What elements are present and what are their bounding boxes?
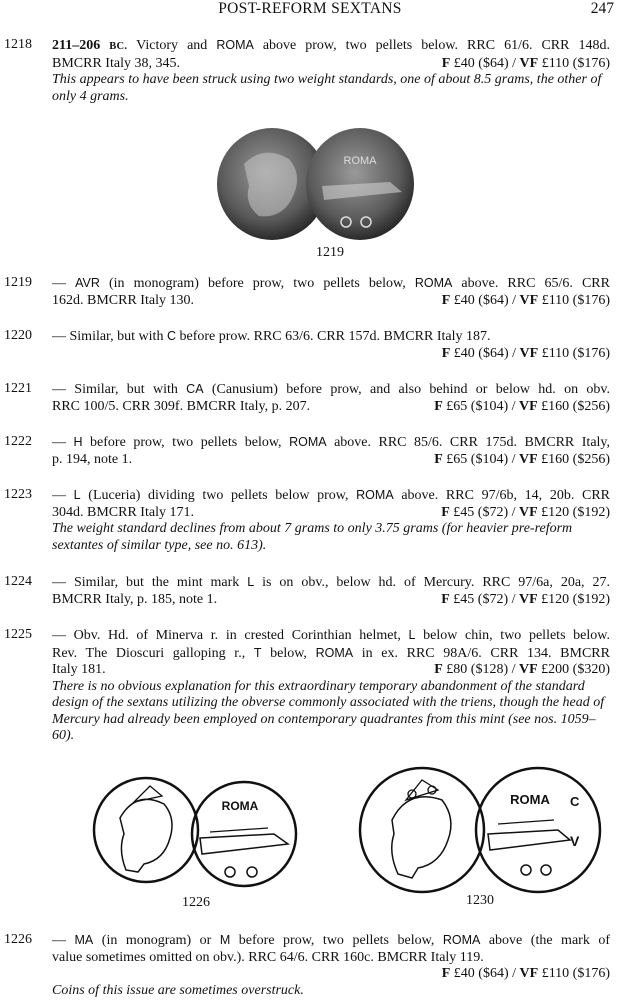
catalog-entry bbox=[0, 328, 620, 362]
entry-text: before prow, two pellets below, bbox=[230, 933, 443, 948]
entry-text: above. RRC 65/6. CRR bbox=[452, 276, 610, 291]
entry-text: below, bbox=[261, 645, 316, 661]
entry-text: (in monogram) or bbox=[93, 933, 220, 948]
coin-drawing-1226 bbox=[90, 772, 302, 890]
entry-text: (Luceria) dividing two pellets below prow, bbox=[80, 488, 357, 503]
entry-description bbox=[52, 328, 610, 346]
entry-description bbox=[52, 574, 610, 592]
figure-caption: 1219 bbox=[316, 245, 344, 260]
winged-helmet-icon bbox=[134, 786, 162, 802]
entry-number: 1220 bbox=[4, 328, 32, 343]
entry-description bbox=[52, 627, 610, 645]
coin-legend: ROMA bbox=[510, 792, 550, 807]
catalog-entry bbox=[0, 275, 620, 309]
catalog-entry bbox=[0, 487, 620, 554]
catalog-entry bbox=[0, 574, 620, 608]
entry-date: 211–206 bbox=[52, 38, 101, 53]
legend-mark: ROMA bbox=[356, 488, 394, 502]
page-number: 247 bbox=[590, 0, 614, 17]
entry-number: 1219 bbox=[4, 275, 32, 290]
entry-text: before prow. RRC 63/6. CRR 157d. BMCRR Italy 187. bbox=[175, 329, 491, 344]
entry-reference: Italy 181. bbox=[52, 662, 106, 677]
legend-mark: T bbox=[253, 645, 262, 660]
entry-number: 1225 bbox=[4, 627, 32, 642]
price: F £40 ($64) / VF £110 ($176) bbox=[441, 345, 610, 361]
entry-description bbox=[52, 434, 610, 452]
entry-text: — bbox=[52, 276, 76, 291]
running-title: POST-REFORM SEXTANS bbox=[218, 0, 402, 17]
price: F £40 ($64) / VF £110 ($176) bbox=[441, 966, 610, 981]
head-of-mercury-icon bbox=[392, 797, 451, 878]
entry-text: above. RRC 85/6. CRR 175d. BMCRR Italy, bbox=[326, 435, 611, 450]
legend-mark: ROMA bbox=[216, 38, 254, 52]
entry-reference: p. 194, note 1. bbox=[52, 451, 133, 467]
entry-note: This appears to have been struck using two weight standards, one of about 8.5 grams, the other of only 4 grams. bbox=[52, 72, 602, 104]
entry-description bbox=[52, 381, 610, 399]
entry-text: is on obv., below hd. of Mercury. RRC 97/6a, 20a, 27. bbox=[254, 575, 610, 590]
price: F £40 ($64) / VF £110 ($176) bbox=[441, 55, 610, 71]
entry-description bbox=[52, 645, 610, 663]
entry-reference: BMCRR Italy, p. 185, note 1. bbox=[52, 591, 218, 607]
price: F £80 ($128) / VF £200 ($320) bbox=[434, 662, 610, 677]
entry-text: (in monogram) before prow, two pellets below, bbox=[99, 276, 415, 291]
entry-text: Victory and bbox=[127, 38, 217, 53]
page-header bbox=[0, 0, 620, 22]
legend-mark: CA bbox=[186, 382, 204, 396]
price: F £45 ($72) / VF £120 ($192) bbox=[441, 504, 610, 520]
price: F £65 ($104) / VF £160 ($256) bbox=[434, 398, 610, 414]
coin-mark: V bbox=[570, 833, 580, 849]
legend-mark: H bbox=[73, 435, 83, 449]
entry-text: — Similar, but with bbox=[52, 329, 167, 344]
entry-number: 1218 bbox=[4, 37, 32, 52]
coin-legend: ROMA bbox=[343, 155, 377, 167]
legend-mark: ROMA bbox=[289, 435, 327, 449]
coin-legend: ROMA bbox=[221, 799, 259, 813]
price: F £65 ($104) / VF £160 ($256) bbox=[434, 451, 610, 467]
entry-number: 1226 bbox=[4, 932, 32, 947]
entry-text: — bbox=[52, 933, 75, 948]
catalog-entry bbox=[0, 37, 620, 105]
legend-mark: AVR bbox=[75, 276, 100, 290]
entry-number: 1221 bbox=[4, 381, 32, 396]
legend-mark: M bbox=[219, 933, 231, 947]
entry-description bbox=[52, 487, 610, 505]
legend-mark: ROMA bbox=[442, 933, 481, 947]
entry-text: above prow, two pellets below. RRC 61/6. CRR 148d. bbox=[253, 38, 610, 53]
prow-icon bbox=[200, 834, 288, 854]
legend-mark: L bbox=[73, 488, 81, 502]
entry-text: — Obv. Hd. of Minerva r. in crested Corinthian helmet, bbox=[52, 628, 409, 643]
entry-reference: RRC 100/5. CRR 309f. BMCRR Italy, p. 207. bbox=[52, 398, 311, 414]
legend-mark: L bbox=[408, 628, 416, 642]
figure-caption: 1230 bbox=[466, 893, 494, 908]
entry-description bbox=[52, 932, 610, 950]
catalog-entry bbox=[0, 381, 620, 415]
legend-mark: ROMA bbox=[414, 276, 453, 290]
prow-icon bbox=[488, 830, 570, 850]
entry-era: BC. bbox=[109, 41, 128, 52]
entry-number: 1224 bbox=[4, 574, 32, 589]
entry-description bbox=[52, 37, 610, 56]
entry-text: below chin, two pellets below. bbox=[415, 628, 610, 643]
head-of-mercury-icon bbox=[120, 799, 172, 872]
entry-text: in ex. RRC 98A/6. CRR 134. BMCRR bbox=[353, 645, 610, 661]
coin-mark: C bbox=[570, 794, 580, 809]
entry-text: — bbox=[52, 435, 74, 450]
entry-text: before prow, two pellets below, bbox=[82, 435, 290, 450]
catalog-entry bbox=[0, 932, 620, 999]
entry-text: — bbox=[52, 488, 74, 503]
entry-reference: value sometimes omitted on obv.). RRC 64/6. CRR 160c. BMCRR Italy 119. bbox=[52, 949, 484, 965]
entry-reference: 162d. BMCRR Italy 130. bbox=[52, 292, 194, 308]
entry-number: 1222 bbox=[4, 434, 32, 449]
entry-note: Coins of this issue are sometimes overstruck. bbox=[52, 982, 304, 998]
entry-text: above (the mark of bbox=[480, 933, 611, 948]
entry-text: — Similar, but the mint mark bbox=[52, 575, 248, 590]
figure-caption: 1226 bbox=[182, 895, 210, 910]
price: F £40 ($64) / VF £110 ($176) bbox=[441, 292, 610, 308]
entry-reference: BMCRR Italy 38, 345. bbox=[52, 55, 180, 71]
entry-note: The weight standard declines from about 7 grams to only 3.75 grams (for heavier pre-reform sextantes of similar type, see no. 613). bbox=[52, 521, 573, 553]
entry-text: — Similar, but with bbox=[52, 382, 187, 397]
legend-mark: MA bbox=[74, 933, 94, 947]
catalog-entry bbox=[0, 627, 620, 745]
entry-description bbox=[52, 275, 610, 293]
entry-text: Rev. The Dioscuri galloping r., bbox=[52, 645, 254, 661]
entry-text: above. RRC 97/6b, 14, 20b. CRR bbox=[393, 488, 610, 503]
legend-mark: ROMA bbox=[315, 645, 354, 660]
price: F £45 ($72) / VF £120 ($192) bbox=[441, 591, 610, 607]
entry-note: There is no obvious explanation for this extraordinary temporary abandonment of the standard design of the sextans utilizing the obverse commonly associated with the triens, though the head of Mercury had already been employed on contemporary quadrantes from this mint (see nos. 1059–60). bbox=[52, 678, 605, 743]
legend-mark: C bbox=[166, 329, 176, 343]
entry-text: (Canusium) before prow, and also behind or below hd. on obv. bbox=[203, 382, 610, 397]
catalog-entry bbox=[0, 434, 620, 468]
coin-drawing-1230 bbox=[358, 760, 604, 898]
entry-number: 1223 bbox=[4, 487, 32, 502]
entry-reference: 304d. BMCRR Italy 171. bbox=[52, 504, 194, 520]
coin-photo-1219 bbox=[214, 124, 414, 242]
legend-mark: L bbox=[247, 575, 255, 589]
